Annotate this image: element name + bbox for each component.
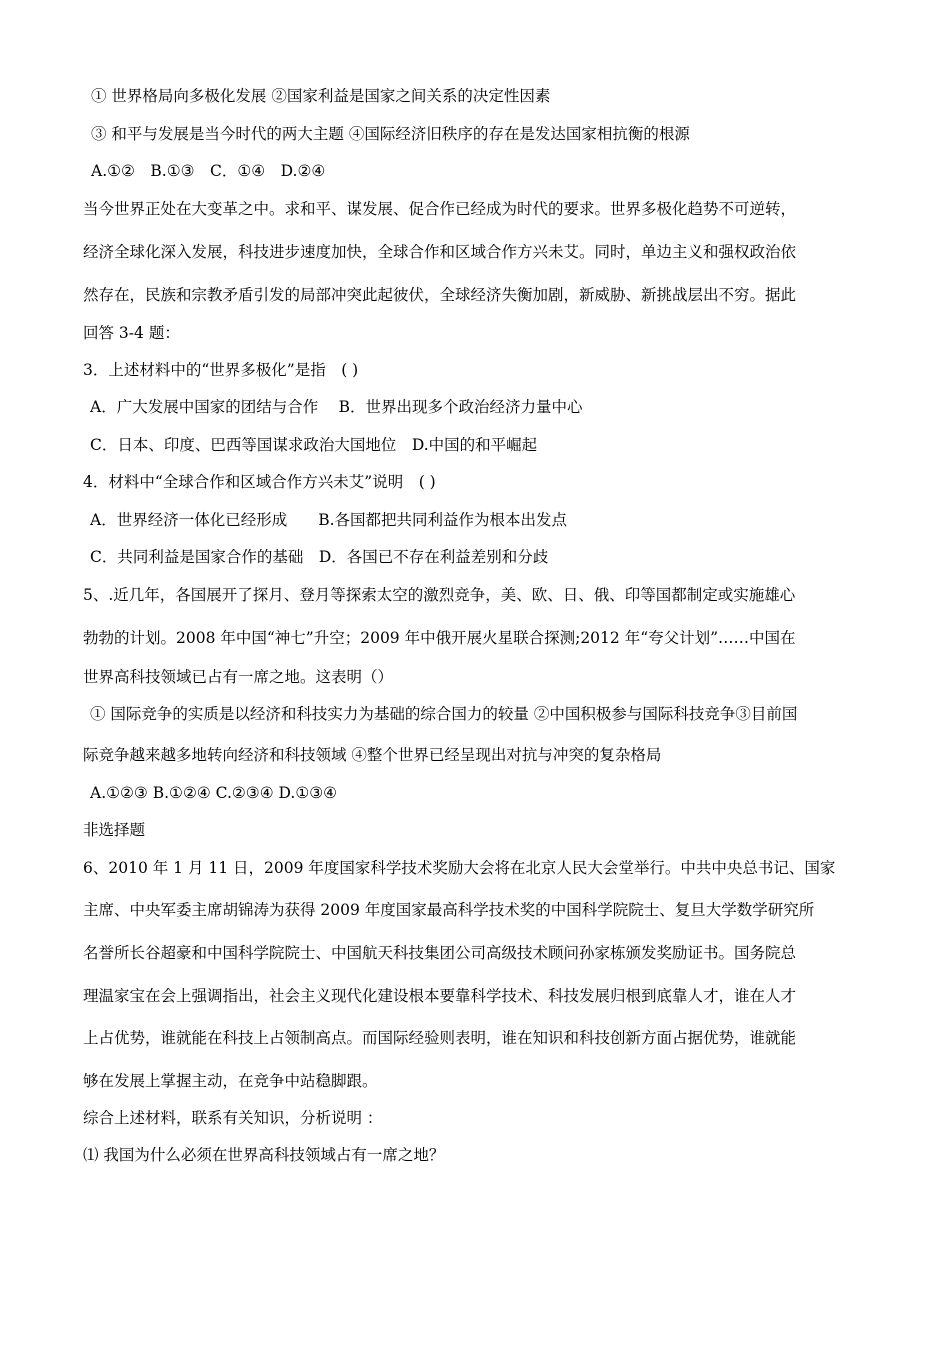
question-5-line: 勃勃的计划。2008 年中国“神七”升空；2009 年中俄开展火星联合探测;2012 年“夸父计划”……中国在 (83, 629, 796, 647)
question-6-line: 6、2010 年 1 月 11 日，2009 年度国家科学技术奖励大会将在北京人民大会堂举行。中共中央总书记、国家 (83, 859, 836, 877)
material-paragraph-line: 经济全球化深入发展，科技进步速度加快，全球合作和区域合作方兴未艾。同时，单边主义和强权政治依 (83, 243, 797, 261)
question-4: 4．材料中“全球合作和区域合作方兴未艾”说明 ( ) (83, 473, 436, 491)
question-6-line: 名誉所长谷超豪和中国科学院院士、中国航天科技集团公司高级技术顾问孙家栋颁发奖励证书。国务院总 (83, 944, 797, 962)
material-paragraph-line: 然存在，民族和宗教矛盾引发的局部冲突此起彼伏，全球经济失衡加剧，新威胁、新挑战层出不穷。据此 (83, 286, 797, 304)
question-3-choices-cd: C．日本、印度、巴西等国谋求政治大国地位 D.中国的和平崛起 (90, 436, 538, 454)
material-paragraph-line: 当今世界正处在大变革之中。求和平、谋发展、促合作已经成为时代的要求。世界多极化趋势不可逆转， (83, 200, 797, 218)
question-5-options-line: ① 国际竞争的实质是以经济和科技实力为基础的综合国力的较量 ②中国积极参与国际科技竞争③目前国 (90, 705, 798, 723)
question-5-line: 5、.近几年，各国展开了探月、登月等探索太空的激烈竞争，美、欧、日、俄、印等国都制定或实施雄心 (83, 586, 796, 604)
question-3: 3．上述材料中的“世界多极化”是指 ( ) (83, 361, 359, 379)
question-4-choices-ab: A．世界经济一体化已经形成 B.各国都把共同利益作为根本出发点 (90, 511, 568, 529)
question-5-options-line: 际竞争越来越多地转向经济和科技领域 ④整个世界已经呈现出对抗与冲突的复杂格局 (83, 746, 662, 764)
sub-question-1: ⑴ 我国为什么必须在世界高科技领域占有一席之地？ (83, 1146, 445, 1164)
option-line-1-2: ① 世界格局向多极化发展 ②国家利益是国家之间关系的决定性因素 (91, 87, 551, 105)
question-5-line: 世界高科技领域已占有一席之地。这表明（） (83, 668, 394, 686)
material-paragraph-line: 回答 3-4 题： (83, 324, 180, 342)
section-heading: 非选择题 (83, 821, 146, 839)
question-6-line: 理温家宝在会上强调指出，社会主义现代化建设根本要靠科学技术、科技发展归根到底靠人才，谁在人才 (83, 987, 797, 1005)
question-6-line: 上占优势，谁就能在科技上占领制高点。而国际经验则表明，谁在知识和科技创新方面占据优势，谁就能 (83, 1029, 797, 1047)
question-6-line: 够在发展上掌握主动，在竞争中站稳脚跟。 (83, 1072, 378, 1090)
question-3-choices-ab: A．广大发展中国家的团结与合作 B．世界出现多个政治经济力量中心 (90, 398, 583, 416)
answer-choices-q5: A.①②③ B.①②④ C.②③④ D.①③④ (90, 784, 338, 802)
instruction-line: 综合上述材料，联系有关知识，分析说明 ： (83, 1109, 383, 1127)
question-6-line: 主席、中央军委主席胡锦涛为获得 2009 年度国家最高科学技术奖的中国科学院院士、复旦大学数学研究所 (83, 901, 815, 919)
option-line-3-4: ③ 和平与发展是当今时代的两大主题 ④国际经济旧秩序的存在是发达国家相抗衡的根源 (91, 125, 690, 143)
answer-choices-q2: A.①② B.①③ C．①④ D.②④ (91, 162, 326, 180)
question-4-choices-cd: C．共同利益是国家合作的基础 D．各国已不存在利益差别和分歧 (90, 548, 549, 566)
